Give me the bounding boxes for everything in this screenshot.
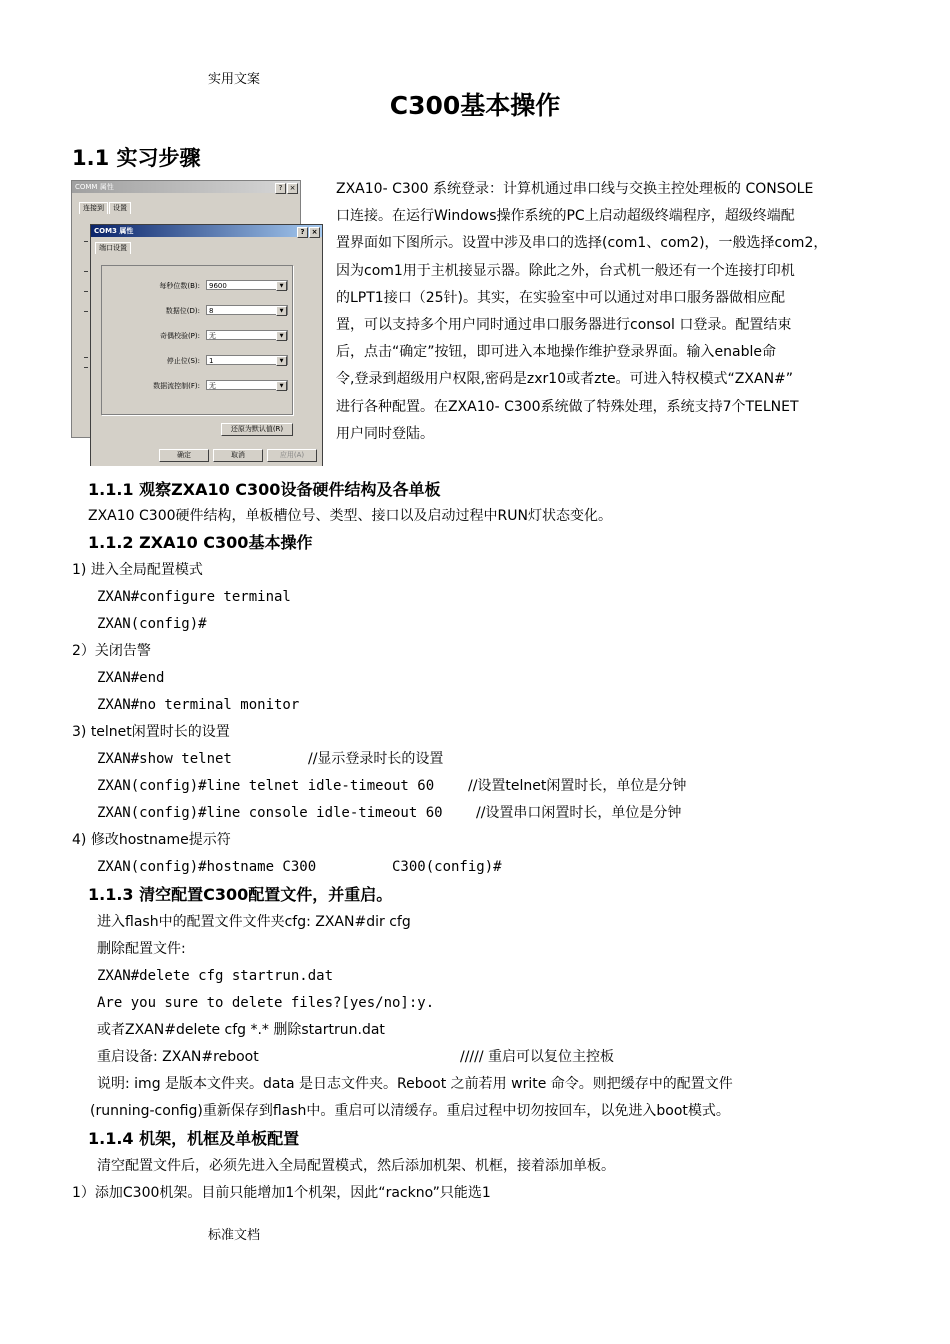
help-icon[interactable]: ? <box>275 183 286 194</box>
page-footer: 标准文档 <box>208 1228 261 1243</box>
section-number: 1.1.4 <box>88 1129 134 1148</box>
step-label: 3) telnet闲置时长的设置 <box>72 724 230 740</box>
chevron-down-icon: ▼ <box>276 356 287 366</box>
step-label: 1) 进入全局配置模式 <box>72 562 203 578</box>
command-line: ZXAN#no terminal monitor <box>97 697 300 713</box>
apply-button[interactable]: 应用(A) <box>267 449 317 462</box>
intro-paragraph <box>336 176 888 448</box>
text-line: ZXA10- C300 系统登录：计算机通过串口线与交换主控处理板的 CONSOLE <box>336 181 814 197</box>
port-settings-group <box>101 265 293 415</box>
text-line: 后，点击“确定”按钮，即可进入本地操作维护登录界面。输入enable命 <box>336 344 776 361</box>
text-line: 用户同时登陆。 <box>336 425 434 442</box>
tab-settings[interactable]: 设置 <box>109 202 131 214</box>
outer-tabs <box>79 202 132 214</box>
section-title: 清空配置C300配置文件，并重启。 <box>139 885 393 904</box>
serial-port-dialog-figure <box>71 180 323 466</box>
tab-port-settings[interactable]: 端口设置 <box>95 242 131 254</box>
section-1-1-2-heading <box>88 530 312 553</box>
inner-title: COM3 属性 <box>94 227 134 235</box>
data-bits-select[interactable]: 8 ▼ <box>206 305 288 315</box>
section-title: 观察ZXA10 C300设备硬件结构及各单板 <box>139 480 441 499</box>
field-label: 停止位(S): <box>166 357 200 365</box>
cancel-button[interactable]: 取消 <box>213 449 263 462</box>
step-label: 4) 修改hostname提示符 <box>72 832 231 848</box>
parity-select[interactable]: 无 ▼ <box>206 330 288 340</box>
baud-rate-select[interactable]: 9600 ▼ <box>206 280 288 290</box>
text-line: 置界面如下图所示。设置中涉及串口的选择(com1、com2)，一般选择com2， <box>336 235 828 252</box>
command-comment: //设置串口闲置时长，单位是分钟 <box>476 805 682 821</box>
command-line: ZXAN#end <box>97 670 165 686</box>
field-baud-rate <box>106 280 292 292</box>
com3-properties-window <box>90 224 323 466</box>
section-number: 1.1 <box>72 146 110 170</box>
outer-title: COMM 属性 <box>75 183 114 191</box>
command-comment: ///// 重启可以复位主控板 <box>460 1049 615 1065</box>
command-line: ZXAN#show telnet <box>97 751 232 767</box>
page-title: C300基本操作 <box>389 91 561 120</box>
page-header: 实用文案 <box>208 72 261 87</box>
chevron-down-icon: ▼ <box>276 381 287 391</box>
command-comment: //显示登录时长的设置 <box>308 751 444 767</box>
field-label: 数据流控制(F): <box>153 382 200 390</box>
tab-connect[interactable]: 连接到 <box>79 202 108 214</box>
text-line: 的LPT1接口（25针)。其实，在实验室中可以通过对串口服务器做相应配 <box>336 289 785 306</box>
restore-defaults-button[interactable]: 还原为默认值(R) <box>221 423 293 436</box>
text-line: 因为com1用于主机接显示器。除此之外，台式机一般还有一个连接打印机 <box>336 262 795 279</box>
note-line: 说明: img 是版本文件夹。data 是日志文件夹。Reboot 之前若用 write 命令。则把缓存中的配置文件 <box>97 1076 733 1092</box>
section-number: 1.1.3 <box>88 885 134 904</box>
flow-control-select[interactable]: 无 ▼ <box>206 380 288 390</box>
text-line: 置，可以支持多个用户同时通过串口服务器进行consol 口登录。配置结束 <box>336 317 792 334</box>
field-data-bits <box>106 305 292 317</box>
command-line: ZXAN(config)#line telnet idle-timeout 60 <box>97 778 435 794</box>
ok-button[interactable]: 确定 <box>159 449 209 462</box>
section-number: 1.1.1 <box>88 480 134 499</box>
close-icon[interactable]: × <box>287 183 298 194</box>
command-line: ZXAN(config)#line console idle-timeout 60 <box>97 805 443 821</box>
command-line: ZXAN(config)# <box>97 616 207 632</box>
inner-title-bar <box>91 225 322 237</box>
field-flow-control <box>106 380 292 392</box>
text-line: 口连接。在运行Windows操作系统的PC上启动超级终端程序，超级终端配 <box>336 208 795 225</box>
command-comment: //设置telnet闲置时长，单位是分钟 <box>468 778 687 794</box>
section-1-1-3-heading <box>88 882 392 905</box>
command-line: ZXAN#configure terminal <box>97 589 291 605</box>
inner-tabs <box>95 242 132 254</box>
help-icon[interactable]: ? <box>297 227 308 238</box>
field-parity <box>106 330 292 342</box>
stop-bits-select[interactable]: 1 ▼ <box>206 355 288 365</box>
chevron-down-icon: ▼ <box>276 331 287 341</box>
chevron-down-icon: ▼ <box>276 306 287 316</box>
chevron-down-icon: ▼ <box>276 281 287 291</box>
section-title: 实习步骤 <box>116 146 201 170</box>
s111-body: ZXA10 C300硬件结构，单板槽位号、类型、接口以及启动过程中RUN灯状态变化。 <box>88 508 612 524</box>
step-label: 2）关闭告警 <box>72 643 151 659</box>
section-number: 1.1.2 <box>88 533 134 552</box>
field-stop-bits <box>106 355 292 367</box>
command-line: ZXAN#delete cfg startrun.dat <box>97 968 334 984</box>
reboot-command: 重启设备: ZXAN#reboot <box>97 1049 259 1065</box>
text-line: 进行各种配置。在ZXA10- C300系统做了特殊处理，系统支持7个TELNET <box>336 398 799 415</box>
field-label: 奇偶校验(P): <box>159 332 200 340</box>
section-1-1-4-heading <box>88 1126 299 1149</box>
outer-title-bar <box>72 181 300 193</box>
command-line: Are you sure to delete files?[yes/no]:y. <box>97 995 435 1011</box>
command-line: ZXAN(config)#hostname C300 <box>97 859 317 875</box>
s113-line: 或者ZXAN#delete cfg *.* 删除startrun.dat <box>97 1022 385 1038</box>
note-line: (running-config)重新保存到flash中。重启可以清缓存。重启过程中切勿按回车，以免进入boot模式。 <box>90 1103 730 1119</box>
field-label: 数据位(D): <box>165 307 200 315</box>
field-label: 每秒位数(B): <box>159 282 200 290</box>
text-line: 令,登录到超级用户权限,密码是zxr10或者zte。可进入特权模式“ZXAN#” <box>336 371 794 388</box>
section-1-1-heading <box>72 142 201 172</box>
s114-line: 清空配置文件后，必须先进入全局配置模式，然后添加机架、机框，接着添加单板。 <box>97 1158 615 1174</box>
close-icon[interactable]: × <box>309 227 320 238</box>
section-title: 机架，机框及单板配置 <box>139 1129 300 1148</box>
s113-line: 删除配置文件: <box>97 941 186 957</box>
section-title: ZXA10 C300基本操作 <box>139 533 313 552</box>
s113-line: 进入flash中的配置文件文件夹cfg: ZXAN#dir cfg <box>97 914 411 930</box>
s114-line: 1）添加C300机架。目前只能增加1个机架，因此“rackno”只能选1 <box>72 1185 491 1201</box>
section-1-1-1-heading <box>88 477 440 500</box>
command-prompt-result: C300(config)# <box>392 859 502 875</box>
